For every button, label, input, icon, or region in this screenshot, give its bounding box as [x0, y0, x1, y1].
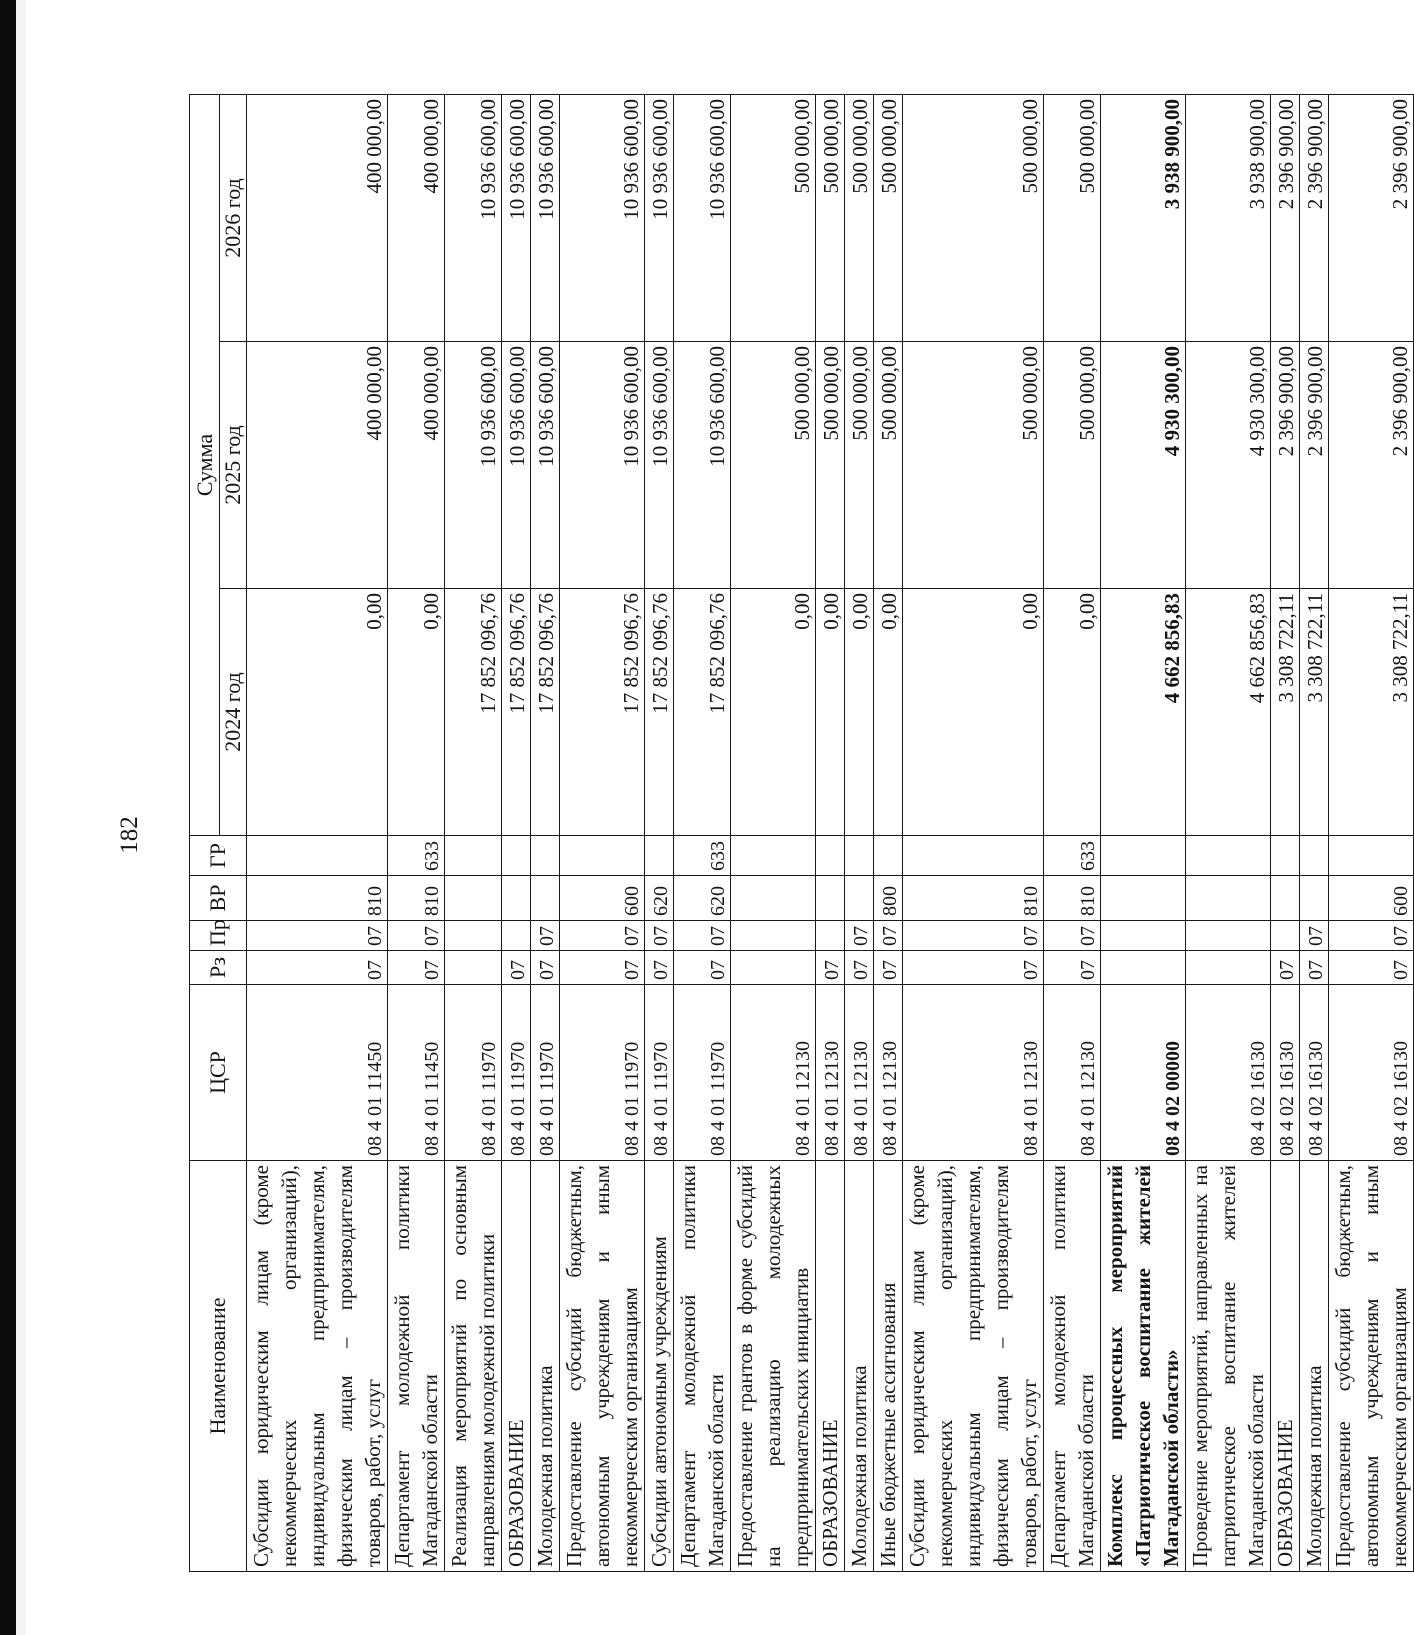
header-2026: 2026 год — [220, 95, 247, 342]
row-vr-cell — [531, 876, 560, 921]
row-gr-cell: 633 — [388, 836, 445, 876]
row-pr-cell: 07 — [531, 921, 560, 951]
row-csr-cell: 08 4 01 12130 — [731, 985, 816, 1161]
table-row — [1044, 95, 1101, 1572]
row-2024-cell: 0,00 — [845, 589, 874, 836]
row-2024-cell: 3 308 722,11 — [1329, 589, 1414, 836]
row-name-cell: Предоставление субсидий бюджетным, автономным учреждениям и иным некоммерческим организациям — [1329, 1161, 1414, 1572]
row-csr-cell: 08 4 02 00000 — [1101, 985, 1186, 1161]
row-rz-cell — [1101, 951, 1186, 985]
row-2024-cell: 17 852 096,76 — [645, 589, 674, 836]
row-name-cell: Департамент молодежной политики Магаданской области — [1044, 1161, 1101, 1572]
row-2026-cell: 500 000,00 — [903, 95, 1044, 342]
row-2026-cell: 500 000,00 — [731, 95, 816, 342]
table-row — [874, 95, 903, 1572]
budget-table-sheet — [189, 95, 1412, 1572]
row-pr-cell: 07 — [903, 921, 1044, 951]
row-rz-cell — [731, 951, 816, 985]
table-row — [502, 95, 531, 1572]
row-gr-cell — [1271, 836, 1300, 876]
table-row — [1101, 95, 1186, 1572]
row-name-cell: Проведение мероприятий, направленных на патриотическое воспитание жителей Магаданской области — [1186, 1161, 1271, 1572]
row-csr-cell: 08 4 02 16130 — [1271, 985, 1300, 1161]
row-vr-cell — [1186, 876, 1271, 921]
row-csr-cell: 08 4 01 12130 — [903, 985, 1044, 1161]
row-vr-cell: 810 — [1044, 876, 1101, 921]
row-2026-cell: 500 000,00 — [816, 95, 845, 342]
row-csr-cell: 08 4 01 11970 — [445, 985, 502, 1161]
row-vr-cell — [845, 876, 874, 921]
row-name-cell: Предоставление грантов в форме субсидий на реализацию молодежных предпринимательских инициатив — [731, 1161, 816, 1572]
row-pr-cell: 07 — [1044, 921, 1101, 951]
row-gr-cell: 633 — [1044, 836, 1101, 876]
row-name-cell: Реализация мероприятий по основным направлениям молодежной политики — [445, 1161, 502, 1572]
row-csr-cell: 08 4 01 12130 — [1044, 985, 1101, 1161]
row-csr-cell: 08 4 01 11450 — [388, 985, 445, 1161]
row-pr-cell: 07 — [1329, 921, 1414, 951]
row-2026-cell: 10 936 600,00 — [531, 95, 560, 342]
row-gr-cell — [502, 836, 531, 876]
row-vr-cell: 810 — [903, 876, 1044, 921]
row-2025-cell: 500 000,00 — [731, 342, 816, 589]
row-pr-cell: 07 — [674, 921, 731, 951]
row-vr-cell: 620 — [645, 876, 674, 921]
row-name-cell: Молодежная политика — [1300, 1161, 1329, 1572]
row-name-cell: Субсидии юридическим лицам (кроме некоммерческих организаций), индивидуальным предпринимателям, физическим лицам – производителям товаров, работ, услуг — [247, 1161, 388, 1572]
row-2024-cell: 17 852 096,76 — [445, 589, 502, 836]
row-2024-cell: 0,00 — [816, 589, 845, 836]
row-gr-cell — [560, 836, 645, 876]
row-2026-cell: 10 936 600,00 — [674, 95, 731, 342]
table-row — [1300, 95, 1329, 1572]
row-2025-cell: 10 936 600,00 — [674, 342, 731, 589]
row-2026-cell: 400 000,00 — [388, 95, 445, 342]
row-2025-cell: 500 000,00 — [845, 342, 874, 589]
row-2025-cell: 2 396 900,00 — [1300, 342, 1329, 589]
row-gr-cell — [1329, 836, 1414, 876]
row-gr-cell — [731, 836, 816, 876]
row-gr-cell — [816, 836, 845, 876]
row-2025-cell: 2 396 900,00 — [1329, 342, 1414, 589]
header-vr: ВР — [190, 876, 247, 921]
row-name-cell: Субсидии автономным учреждениям — [645, 1161, 674, 1572]
scan-left-margin — [16, 0, 26, 1635]
row-rz-cell: 07 — [903, 951, 1044, 985]
row-pr-cell — [445, 921, 502, 951]
row-pr-cell — [1271, 921, 1300, 951]
row-gr-cell — [1186, 836, 1271, 876]
row-2025-cell: 10 936 600,00 — [445, 342, 502, 589]
table-row — [1271, 95, 1300, 1572]
row-rz-cell: 07 — [531, 951, 560, 985]
row-2024-cell: 0,00 — [388, 589, 445, 836]
row-csr-cell: 08 4 01 11970 — [560, 985, 645, 1161]
row-2026-cell: 2 396 900,00 — [1271, 95, 1300, 342]
header-pr: Пр — [190, 921, 247, 951]
row-gr-cell — [445, 836, 502, 876]
header-2025: 2025 год — [220, 342, 247, 589]
row-2026-cell: 10 936 600,00 — [645, 95, 674, 342]
table-row — [388, 95, 445, 1572]
row-pr-cell: 07 — [874, 921, 903, 951]
row-pr-cell: 07 — [247, 921, 388, 951]
row-name-cell: Предоставление субсидий бюджетным, автономным учреждениям и иным некоммерческим организациям — [560, 1161, 645, 1572]
row-csr-cell: 08 4 01 11970 — [674, 985, 731, 1161]
row-pr-cell: 07 — [845, 921, 874, 951]
page-number: 182 — [116, 816, 143, 854]
row-rz-cell: 07 — [874, 951, 903, 985]
row-2024-cell: 3 308 722,11 — [1271, 589, 1300, 836]
row-2025-cell: 10 936 600,00 — [560, 342, 645, 589]
row-rz-cell: 07 — [674, 951, 731, 985]
row-2024-cell: 17 852 096,76 — [531, 589, 560, 836]
row-pr-cell — [816, 921, 845, 951]
table-row — [731, 95, 816, 1572]
row-2024-cell: 0,00 — [874, 589, 903, 836]
row-2025-cell: 500 000,00 — [903, 342, 1044, 589]
row-rz-cell: 07 — [1271, 951, 1300, 985]
row-2026-cell: 400 000,00 — [247, 95, 388, 342]
row-rz-cell: 07 — [645, 951, 674, 985]
row-vr-cell — [445, 876, 502, 921]
row-name-cell: ОБРАЗОВАНИЕ — [502, 1161, 531, 1572]
row-2026-cell: 10 936 600,00 — [560, 95, 645, 342]
table-row — [816, 95, 845, 1572]
row-gr-cell — [1300, 836, 1329, 876]
row-csr-cell: 08 4 01 12130 — [874, 985, 903, 1161]
row-2025-cell: 500 000,00 — [816, 342, 845, 589]
row-2025-cell: 400 000,00 — [247, 342, 388, 589]
table-row — [560, 95, 645, 1572]
row-csr-cell: 08 4 02 16130 — [1329, 985, 1414, 1161]
row-rz-cell: 07 — [845, 951, 874, 985]
row-pr-cell — [502, 921, 531, 951]
row-name-cell: ОБРАЗОВАНИЕ — [816, 1161, 845, 1572]
row-2026-cell: 10 936 600,00 — [502, 95, 531, 342]
row-2025-cell: 10 936 600,00 — [502, 342, 531, 589]
row-csr-cell: 08 4 01 12130 — [845, 985, 874, 1161]
row-vr-cell: 800 — [874, 876, 903, 921]
table-row — [1186, 95, 1271, 1572]
row-rz-cell: 07 — [247, 951, 388, 985]
row-2026-cell: 10 936 600,00 — [445, 95, 502, 342]
row-2024-cell: 17 852 096,76 — [502, 589, 531, 836]
row-rz-cell: 07 — [1300, 951, 1329, 985]
table-row — [247, 95, 388, 1572]
row-rz-cell: 07 — [388, 951, 445, 985]
row-rz-cell: 07 — [502, 951, 531, 985]
budget-table — [189, 94, 1414, 1572]
header-csr: ЦСР — [190, 985, 247, 1161]
row-2024-cell: 4 662 856,83 — [1186, 589, 1271, 836]
table-row — [903, 95, 1044, 1572]
row-2025-cell: 10 936 600,00 — [531, 342, 560, 589]
row-csr-cell: 08 4 01 12130 — [816, 985, 845, 1161]
row-rz-cell: 07 — [1044, 951, 1101, 985]
row-2025-cell: 10 936 600,00 — [645, 342, 674, 589]
row-csr-cell: 08 4 01 11450 — [247, 985, 388, 1161]
row-vr-cell — [1271, 876, 1300, 921]
row-vr-cell — [816, 876, 845, 921]
row-2026-cell: 2 396 900,00 — [1329, 95, 1414, 342]
row-pr-cell — [731, 921, 816, 951]
row-2025-cell: 500 000,00 — [1044, 342, 1101, 589]
row-2024-cell: 4 662 856,83 — [1101, 589, 1186, 836]
row-vr-cell — [1300, 876, 1329, 921]
row-csr-cell: 08 4 02 16130 — [1186, 985, 1271, 1161]
row-rz-cell: 07 — [816, 951, 845, 985]
row-2024-cell: 0,00 — [903, 589, 1044, 836]
row-csr-cell: 08 4 01 11970 — [502, 985, 531, 1161]
row-2025-cell: 4 930 300,00 — [1101, 342, 1186, 589]
row-2026-cell: 500 000,00 — [845, 95, 874, 342]
row-2024-cell: 17 852 096,76 — [560, 589, 645, 836]
table-body — [247, 95, 1414, 1572]
row-2025-cell: 4 930 300,00 — [1186, 342, 1271, 589]
table-row — [674, 95, 731, 1572]
row-gr-cell — [1101, 836, 1186, 876]
row-name-cell: Комплекс процессных мероприятий «Патриотическое воспитание жителей Магаданской области» — [1101, 1161, 1186, 1572]
row-2026-cell: 500 000,00 — [1044, 95, 1101, 342]
row-2025-cell: 2 396 900,00 — [1271, 342, 1300, 589]
row-2024-cell: 0,00 — [731, 589, 816, 836]
row-vr-cell: 810 — [388, 876, 445, 921]
row-2024-cell: 17 852 096,76 — [674, 589, 731, 836]
row-pr-cell: 07 — [645, 921, 674, 951]
row-2024-cell: 0,00 — [247, 589, 388, 836]
row-name-cell: Субсидии юридическим лицам (кроме некоммерческих организаций), индивидуальным предпринимателям, физическим лицам – производителям товаров, работ, услуг — [903, 1161, 1044, 1572]
header-2024: 2024 год — [220, 589, 247, 836]
row-pr-cell: 07 — [388, 921, 445, 951]
table-row — [445, 95, 502, 1572]
row-gr-cell — [645, 836, 674, 876]
row-name-cell: Молодежная политика — [845, 1161, 874, 1572]
header-gr: ГР — [190, 836, 247, 876]
row-vr-cell — [731, 876, 816, 921]
row-name-cell: ОБРАЗОВАНИЕ — [1271, 1161, 1300, 1572]
header-sum: Сумма — [190, 95, 220, 836]
row-pr-cell — [1101, 921, 1186, 951]
row-name-cell: Иные бюджетные ассигнования — [874, 1161, 903, 1572]
row-name-cell: Департамент молодежной политики Магаданской области — [674, 1161, 731, 1572]
row-csr-cell: 08 4 01 11970 — [531, 985, 560, 1161]
row-2024-cell: 3 308 722,11 — [1300, 589, 1329, 836]
row-rz-cell: 07 — [1329, 951, 1414, 985]
row-rz-cell — [1186, 951, 1271, 985]
row-vr-cell — [502, 876, 531, 921]
row-vr-cell: 600 — [560, 876, 645, 921]
row-pr-cell — [1186, 921, 1271, 951]
row-gr-cell — [247, 836, 388, 876]
table-row — [1329, 95, 1414, 1572]
row-2024-cell: 0,00 — [1044, 589, 1101, 836]
row-gr-cell — [531, 836, 560, 876]
row-2026-cell: 500 000,00 — [874, 95, 903, 342]
row-vr-cell — [1101, 876, 1186, 921]
row-vr-cell: 810 — [247, 876, 388, 921]
row-gr-cell — [845, 836, 874, 876]
row-gr-cell — [874, 836, 903, 876]
row-rz-cell — [445, 951, 502, 985]
table-row — [845, 95, 874, 1572]
row-gr-cell: 633 — [674, 836, 731, 876]
row-pr-cell: 07 — [1300, 921, 1329, 951]
row-name-cell: Департамент молодежной политики Магаданской области — [388, 1161, 445, 1572]
row-name-cell: Молодежная политика — [531, 1161, 560, 1572]
row-pr-cell: 07 — [560, 921, 645, 951]
row-2026-cell: 2 396 900,00 — [1300, 95, 1329, 342]
row-2025-cell: 400 000,00 — [388, 342, 445, 589]
row-vr-cell: 620 — [674, 876, 731, 921]
row-csr-cell: 08 4 01 11970 — [645, 985, 674, 1161]
row-2025-cell: 500 000,00 — [874, 342, 903, 589]
header-rz: Рз — [190, 951, 247, 985]
row-csr-cell: 08 4 02 16130 — [1300, 985, 1329, 1161]
row-2026-cell: 3 938 900,00 — [1101, 95, 1186, 342]
row-gr-cell — [903, 836, 1044, 876]
scan-left-edge — [0, 0, 16, 1635]
table-row — [531, 95, 560, 1572]
header-name: Наименование — [190, 1161, 247, 1572]
row-vr-cell: 600 — [1329, 876, 1414, 921]
table-row — [645, 95, 674, 1572]
row-rz-cell: 07 — [560, 951, 645, 985]
row-2026-cell: 3 938 900,00 — [1186, 95, 1271, 342]
